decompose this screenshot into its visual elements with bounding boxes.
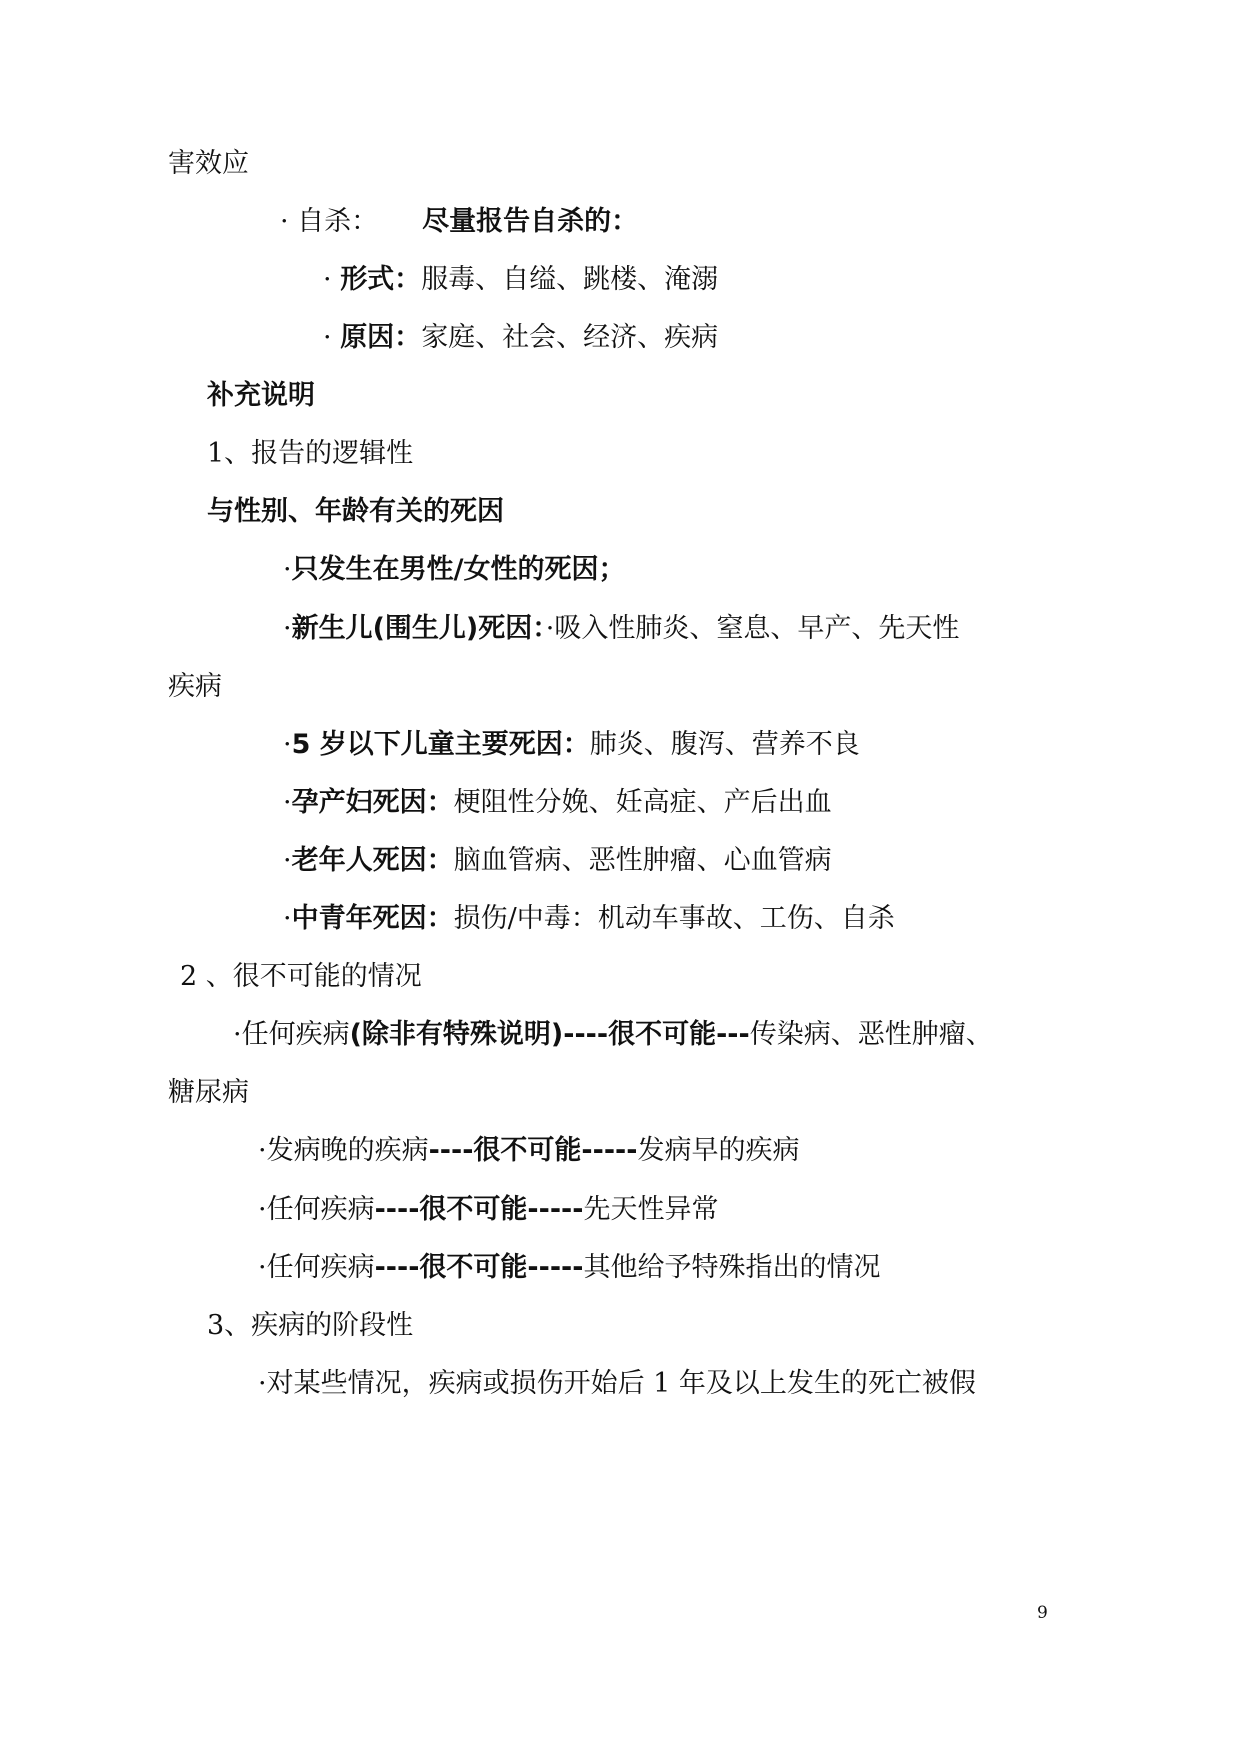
text-line: · 自杀： 尽量报告自杀的： <box>280 206 639 237</box>
section-heading: 补充说明 <box>207 380 315 411</box>
text-line: ·任何疾病----很不可能-----其他给予特殊指出的情况 <box>258 1252 881 1283</box>
text-line: ·老年人死因：脑血管病、恶性肿瘤、心血管病 <box>283 845 832 876</box>
text-line: 2 、很不可能的情况 <box>180 961 422 992</box>
text-line: 疾病 <box>168 671 222 702</box>
text-line: 1、报告的逻辑性 <box>207 438 414 469</box>
text-line: ·发病晚的疾病----很不可能-----发病早的疾病 <box>258 1135 800 1166</box>
text-line: ·新生儿(围生儿)死因：·吸入性肺炎、窒息、早产、先天性 <box>283 613 960 644</box>
text-line: ·孕产妇死因：梗阻性分娩、妊高症、产后出血 <box>283 787 832 818</box>
text-line: 害效应 <box>168 148 249 179</box>
text-line: · 形式：服毒、自缢、跳楼、淹溺 <box>323 264 719 295</box>
text-line: 3、疾病的阶段性 <box>207 1310 414 1341</box>
text-line: ·对某些情况，疾病或损伤开始后 1 年及以上发生的死亡被假 <box>258 1368 976 1399</box>
text-line: · 原因：家庭、社会、经济、疾病 <box>323 322 719 353</box>
text-line: ·中青年死因：损伤/中毒：机动车事故、工伤、自杀 <box>283 903 895 934</box>
text-line: ·5 岁以下儿童主要死因：肺炎、腹泻、营养不良 <box>283 729 860 760</box>
text-line: 糖尿病 <box>168 1077 249 1108</box>
page-number: 9 <box>1037 1603 1048 1623</box>
text-line: ·只发生在男性/女性的死因； <box>283 554 626 585</box>
text-line: ·任何疾病----很不可能-----先天性异常 <box>258 1194 719 1225</box>
text-line: ·任何疾病(除非有特殊说明)----很不可能---传染病、恶性肿瘤、 <box>233 1019 993 1050</box>
section-heading: 与性别、年龄有关的死因 <box>207 496 504 527</box>
